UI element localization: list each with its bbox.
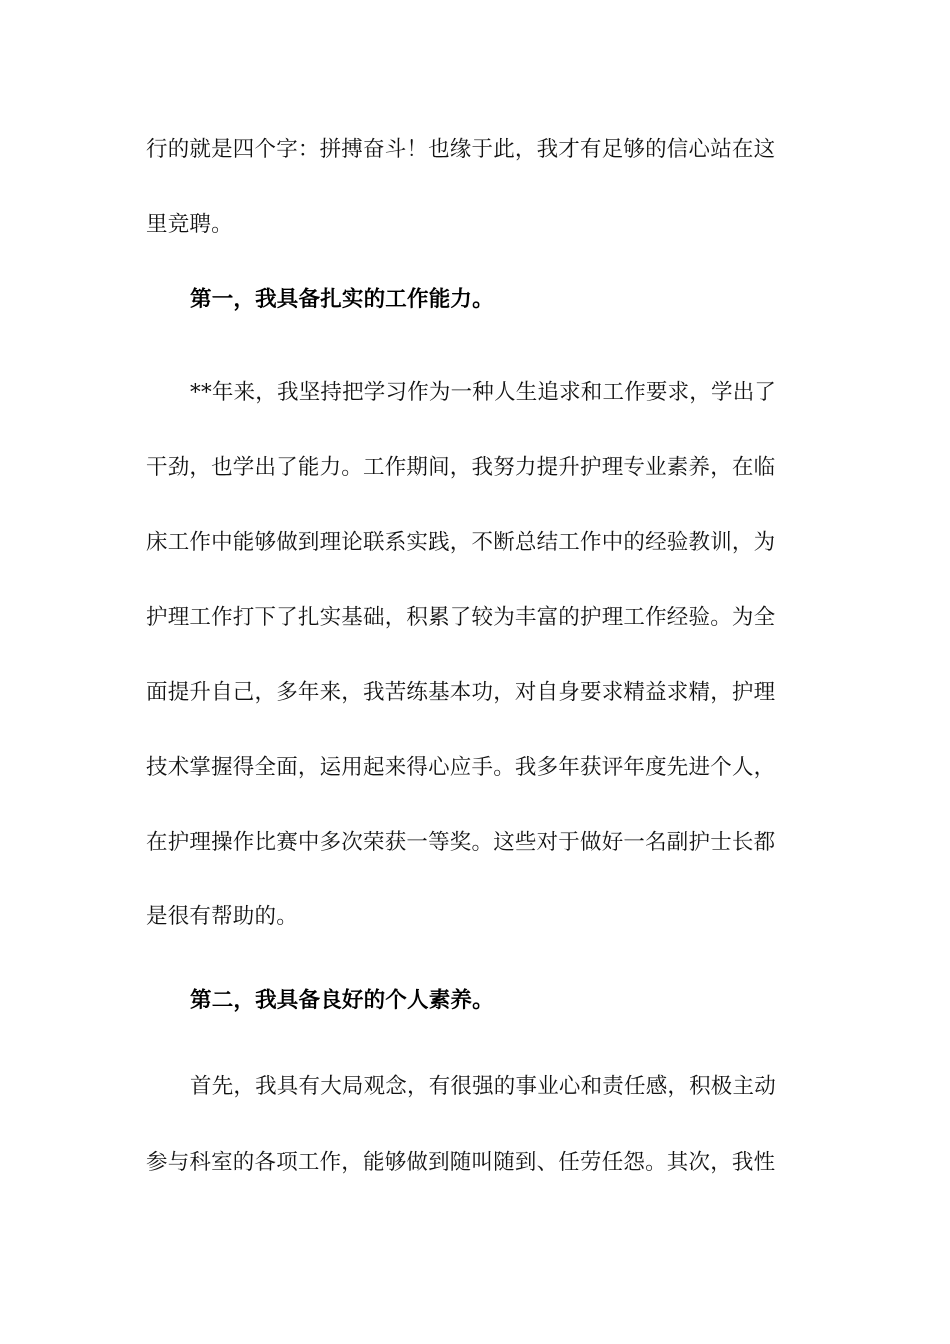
paragraph-line: 参与科室的各项工作，能够做到随叫随到、任劳任怨。其次，我性	[146, 1150, 776, 1175]
paragraph-line: 行的就是四个字：拼搏奋斗！也缘于此，我才有足够的信心站在这	[146, 137, 776, 162]
paragraph-line: 面提升自己，多年来，我苦练基本功，对自身要求精益求精，护理	[146, 680, 776, 705]
paragraph-line: 里竞聘。	[146, 212, 233, 237]
paragraph-line: 干劲，也学出了能力。工作期间，我努力提升护理专业素养，在临	[146, 455, 776, 480]
paragraph-line: 是很有帮助的。	[146, 904, 298, 929]
section-heading: 第一，我具备扎实的工作能力。	[190, 287, 494, 312]
paragraph-line: 床工作中能够做到理论联系实践，不断总结工作中的经验教训，为	[146, 530, 776, 555]
paragraph-line: 技术掌握得全面，运用起来得心应手。我多年获评年度先进个人，	[146, 755, 776, 780]
paragraph-line: **年来，我坚持把学习作为一种人生追求和工作要求，学出了	[190, 380, 777, 405]
paragraph-line: 首先，我具有大局观念，有很强的事业心和责任感，积极主动	[190, 1074, 776, 1099]
paragraph-line: 护理工作打下了扎实基础，积累了较为丰富的护理工作经验。为全	[146, 605, 776, 630]
paragraph-line: 在护理操作比赛中多次荣获一等奖。这些对于做好一名副护士长都	[146, 830, 776, 855]
section-heading: 第二，我具备良好的个人素养。	[190, 988, 494, 1013]
